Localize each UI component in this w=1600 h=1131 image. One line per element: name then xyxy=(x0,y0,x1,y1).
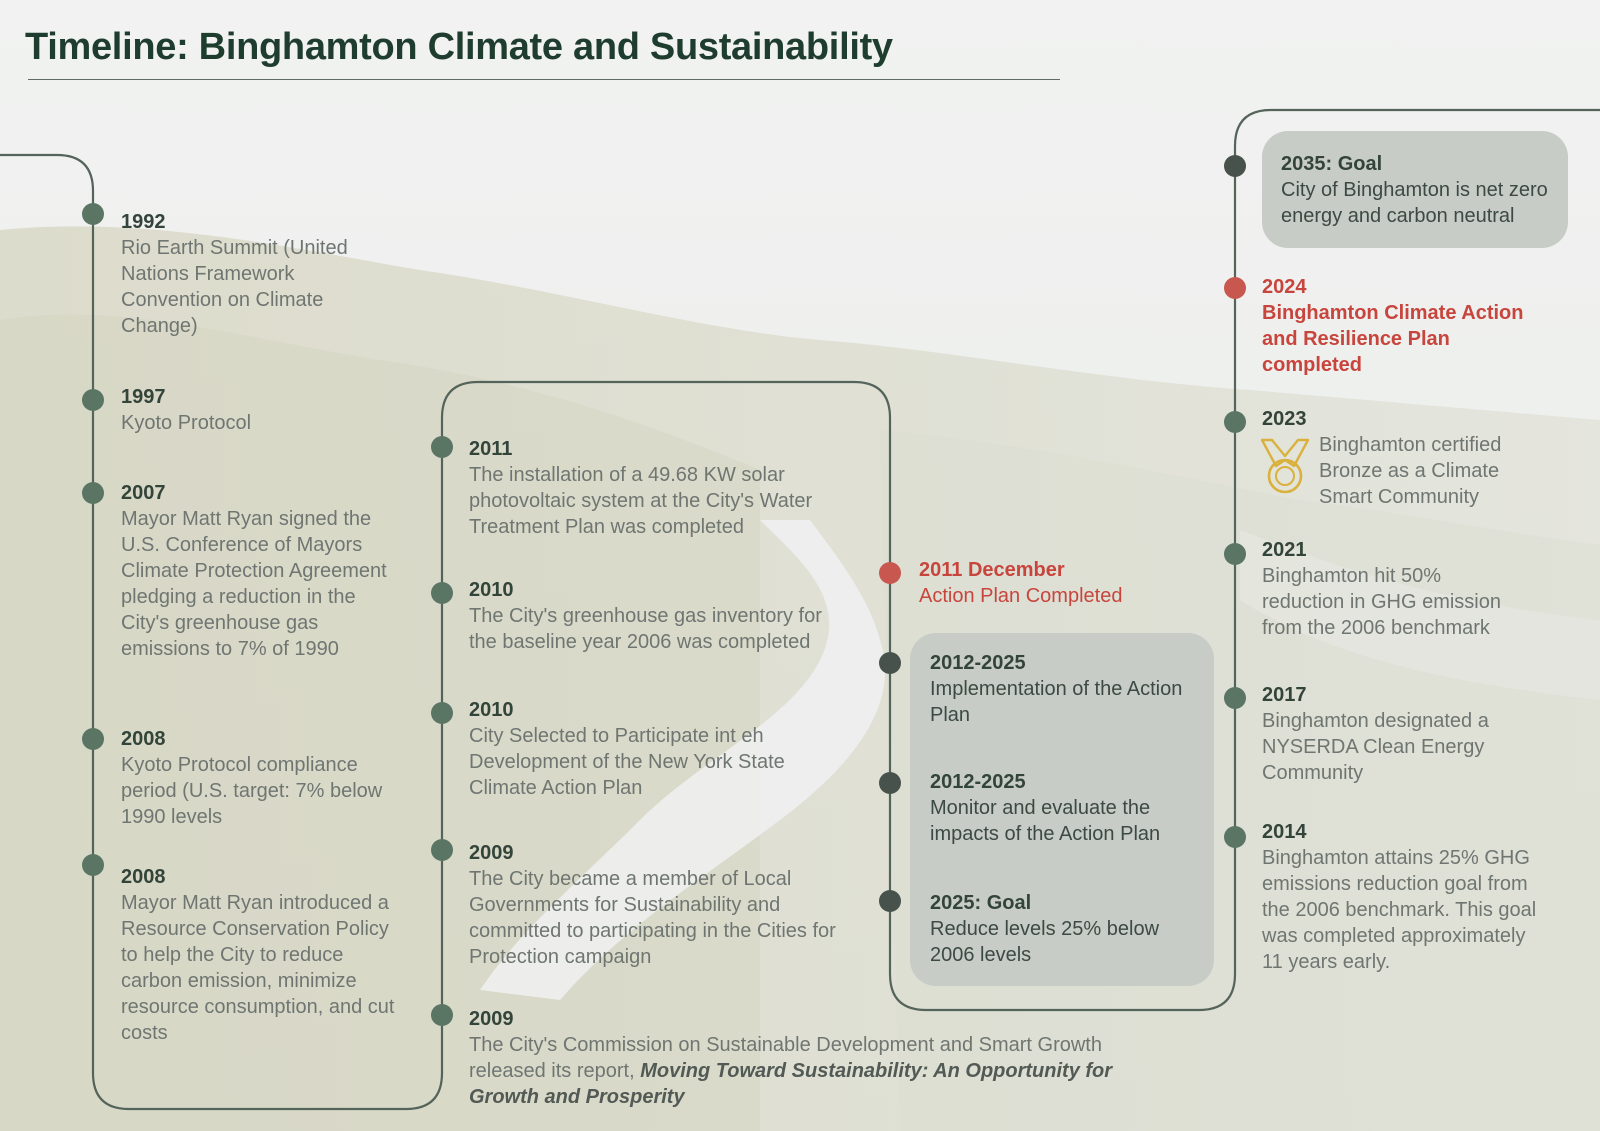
event-2014 xyxy=(1262,819,1537,975)
event-year: 2017 xyxy=(1262,684,1307,706)
timeline-dot xyxy=(431,1004,453,1026)
event-year: 2012-2025 xyxy=(930,771,1026,793)
timeline-dot xyxy=(82,389,104,411)
event-2024 xyxy=(1262,274,1537,378)
event-1992 xyxy=(121,209,351,339)
event-year: 2025: Goal xyxy=(930,892,1032,914)
event-2009-iclei xyxy=(469,840,849,970)
event-year: 2011 December xyxy=(919,559,1065,581)
event-description: Reduce levels 25% below 2006 levels xyxy=(930,918,1160,966)
event-2008-resource-policy xyxy=(121,864,406,1046)
event-description: The installation of a 49.68 KW solar photovoltaic system at the City's Water Treatment Plan was completed xyxy=(469,464,813,538)
timeline-dot xyxy=(1224,411,1246,433)
timeline-dot xyxy=(431,839,453,861)
event-2011-solar xyxy=(469,436,819,540)
event-year: 2012-2025 xyxy=(930,652,1026,674)
event-2010-inventory xyxy=(469,577,854,655)
medal-icon xyxy=(1258,438,1312,496)
event-description: Monitor and evaluate the impacts of the Action Plan xyxy=(930,797,1161,845)
report-title: Moving Toward Sustainability: An Opportunity for Growth and Prosperity xyxy=(469,1060,1113,1108)
event-year: 2035: Goal xyxy=(1281,153,1383,175)
event-description: Mayor Matt Ryan introduced a Resource Conservation Policy to help the City to reduce carbon emission, minimize resource consumption, and cut costs xyxy=(121,892,395,1044)
timeline-dot xyxy=(1224,155,1246,177)
event-year: 2023 xyxy=(1262,408,1307,430)
timeline-dot xyxy=(1224,687,1246,709)
event-year: 2009 xyxy=(469,842,514,864)
event-2010-nys-plan xyxy=(469,697,854,801)
event-year: 2010 xyxy=(469,579,514,601)
timeline-dot xyxy=(82,482,104,504)
event-year: 2010 xyxy=(469,699,514,721)
event-2012-monitor xyxy=(930,769,1190,847)
event-description: Implementation of the Action Plan xyxy=(930,678,1183,726)
event-description: Kyoto Protocol compliance period (U.S. target: 7% below 1990 levels xyxy=(121,754,383,828)
event-2008-kyoto xyxy=(121,726,386,830)
timeline-dot xyxy=(431,702,453,724)
event-description: Binghamton designated a NYSERDA Clean Energy Community xyxy=(1262,710,1489,784)
timeline-dot xyxy=(879,652,901,674)
event-description-text: The City's Commission on Sustainable Development and Smart Growth released its report, xyxy=(469,1034,1102,1082)
timeline-dot xyxy=(1224,826,1246,848)
event-year: 2008 xyxy=(121,728,166,750)
event-2009-commission xyxy=(469,1006,1179,1110)
event-description: Rio Earth Summit (United Nations Framework Convention on Climate Change) xyxy=(121,237,348,337)
event-description: City of Binghamton is net zero energy and carbon neutral xyxy=(1281,179,1548,227)
event-description: Kyoto Protocol xyxy=(121,412,252,434)
event-description: The City's greenhouse gas inventory for the baseline year 2006 was completed xyxy=(469,605,822,653)
timeline-dot xyxy=(82,854,104,876)
event-2035-goal xyxy=(1281,151,1561,229)
timeline-dot xyxy=(879,890,901,912)
timeline-dot xyxy=(82,728,104,750)
event-year: 2008 xyxy=(121,866,166,888)
timeline-dot xyxy=(879,772,901,794)
event-year: 2014 xyxy=(1262,821,1307,843)
event-description: Binghamton Climate Action and Resilience Plan completed xyxy=(1262,302,1524,376)
timeline-dot xyxy=(1224,543,1246,565)
event-description: Binghamton hit 50% reduction in GHG emission from the 2006 benchmark xyxy=(1262,565,1501,639)
event-description: The City became a member of Local Governments for Sustainability and committed to participating in the Cities for Protection campaign xyxy=(469,868,836,968)
event-2011-december xyxy=(919,557,1179,609)
event-2025-goal xyxy=(930,890,1180,968)
event-2021 xyxy=(1262,537,1502,641)
event-description xyxy=(469,1032,1179,1110)
event-year: 2009 xyxy=(469,1008,514,1030)
event-year: 2024 xyxy=(1262,276,1307,298)
event-description: Binghamton certified Bronze as a Climate Smart Community xyxy=(1319,434,1502,508)
event-2017 xyxy=(1262,682,1502,786)
event-year: 2011 xyxy=(469,438,513,460)
event-year: 2021 xyxy=(1262,539,1307,561)
event-year: 1997 xyxy=(121,386,166,408)
timeline-dot xyxy=(82,203,104,225)
event-description: Mayor Matt Ryan signed the U.S. Conference of Mayors Climate Protection Agreement pledging a reduction in the City's greenhouse gas emissions to 7% of 1990 xyxy=(121,508,387,660)
timeline-dot-highlight xyxy=(1224,277,1246,299)
timeline-dot-highlight xyxy=(879,562,901,584)
event-2007 xyxy=(121,480,396,662)
event-year: 2007 xyxy=(121,482,166,504)
timeline-dot xyxy=(431,582,453,604)
event-year: 1992 xyxy=(121,211,166,233)
event-1997 xyxy=(121,384,351,436)
event-2012-implementation xyxy=(930,650,1200,728)
event-description: Binghamton attains 25% GHG emissions reduction goal from the 2006 benchmark. This goal was completed approximately 11 years early. xyxy=(1262,847,1537,973)
event-description: City Selected to Participate int eh Development of the New York State Climate Action Plan xyxy=(469,725,785,799)
timeline-dot xyxy=(431,436,453,458)
event-description: Action Plan Completed xyxy=(919,585,1123,607)
page-title: Timeline: Binghamton Climate and Sustainability xyxy=(25,26,893,68)
